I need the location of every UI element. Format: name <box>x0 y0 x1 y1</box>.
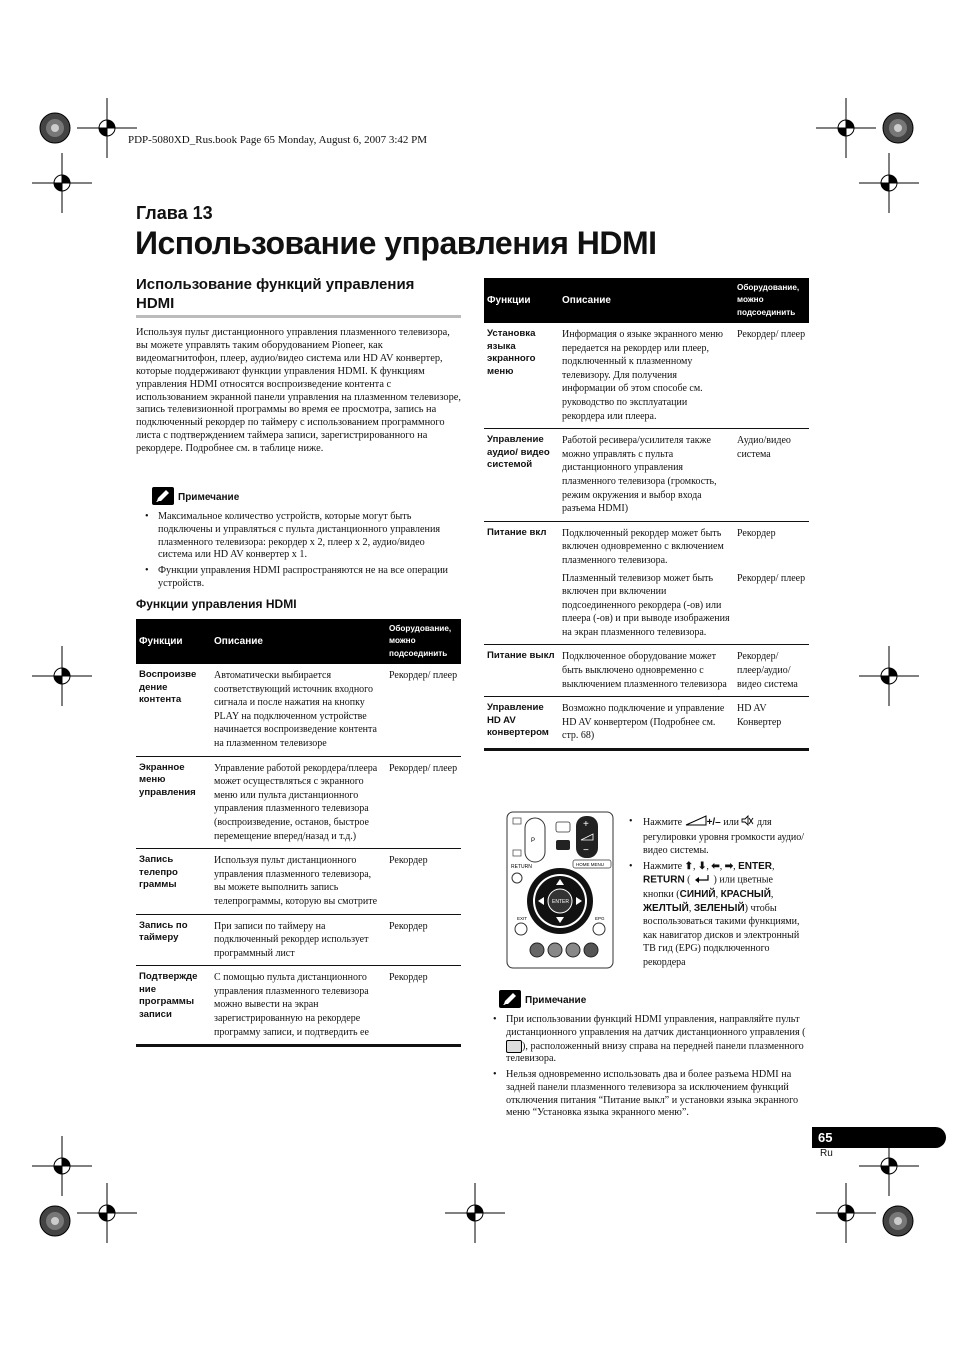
table-row <box>136 756 461 849</box>
table-row <box>136 849 461 914</box>
cell-equipment: Рекордер/ плеер <box>386 756 461 849</box>
col-header-description: Описание <box>211 619 386 664</box>
cell-description: Управление работой рекордера/плеера может осуществляться с экранного меню или пульта дистанционного управления плазменного телевизора (воспроизведение, останов, быстрое перемещение вперед/назад и т.д.) <box>211 756 386 849</box>
table-row <box>136 664 461 756</box>
svg-text:+: + <box>583 819 589 830</box>
arrow-down-icon: ⬇ <box>697 860 707 872</box>
cell-function: Подтвержде ние программы записи <box>136 966 211 1046</box>
cell-function: Питание вкл <box>484 521 559 645</box>
cell-description: При записи по таймеру на подключенный рекордер использует программный лист <box>211 914 386 966</box>
col-header-functions: Функции <box>484 278 559 323</box>
note-item: • Нельзя одновременно использовать два и более разъема HDMI на задней панели плазменного телевизора за исключением функций отключения питания “Питание выкл” и установки языка экранного меню “Установка языка экранного меню”. <box>484 1069 810 1120</box>
remote-bullets <box>629 815 805 970</box>
cell-function: Воспроизве дение контента <box>136 664 211 756</box>
note-pencil-icon <box>152 487 174 505</box>
color-green-label: ЗЕЛЕНЫЙ <box>693 902 745 914</box>
remote-p-label: P <box>531 838 536 844</box>
bullet-text: Нажмите <box>643 860 685 872</box>
remote-bullet-volume: • Нажмите +/– или для регулировки уровня громкости аудио/видео системы. <box>629 816 805 857</box>
cell-equipment: Рекордер <box>737 527 776 539</box>
arrow-left-icon: ⬅ <box>711 860 720 872</box>
cell-equipment: Рекордер <box>386 966 461 1046</box>
note-item-text: ), расположенный внизу справа на передней панели плазменного телевизора. <box>506 1040 804 1065</box>
bullet-text: ) чтобы воспользоваться такими функциями, как навигатор дисков и электронный ТВ гид (EPG) подключенного рекордера <box>643 902 800 968</box>
col-header-description: Описание <box>559 278 734 323</box>
remote-return-label: RETURN <box>511 864 532 870</box>
note-item: • Функции управления HDMI распространяются не на все операции устройств. <box>136 565 460 591</box>
bullet-text: или цветные кнопки ( <box>643 874 773 900</box>
remote-exit-label: EXIT <box>517 916 528 921</box>
cell-function: Экранное меню управления <box>136 756 211 849</box>
col-header-equipment: Оборудование, можно подсоединить <box>734 278 809 323</box>
chapter-label: Глава 13 <box>136 203 213 223</box>
cell-function: Управление аудио/ видео системой <box>484 429 559 522</box>
page-title: Использование управления HDMI <box>135 225 657 261</box>
note-item-text: При использовании функций HDMI управления, направляйте пульт дистанционного управления на датчик дистанционного управления ( <box>506 1014 806 1038</box>
cell-equipment: Рекордер/ плеер <box>734 570 809 645</box>
table-header-row <box>136 619 461 664</box>
cell-function: Запись телепро граммы <box>136 849 211 914</box>
remote-sensor-icon <box>506 1040 522 1053</box>
color-yellow-label: ЖЕЛТЫЙ <box>643 902 689 914</box>
table-row <box>136 914 461 966</box>
bullet-text: RETURN <box>643 874 685 886</box>
mute-icon <box>741 815 754 831</box>
section-rule <box>136 315 461 318</box>
remote-control-illustration <box>503 810 617 970</box>
cell-equipment: Рекордер/ плеер <box>734 323 809 429</box>
remote-epg-label: EPG <box>595 916 605 921</box>
bullet-text: для регулировки уровня громкости аудио/видео системы. <box>643 817 805 857</box>
cell-description: Работой ресивера/усилителя также можно управлять с пульта дистанционного управления плазменного телевизора (громкость, режим окружения и выбор входа разъема HDMI) <box>559 429 734 522</box>
note-item: • Максимальное количество устройств, которые могут быть подключены и управляться с пульта дистанционного управления плазменного телевизора: рекордер x 2, плеер x 2, аудио/видео система или HD AV конвертер x 1. <box>136 511 460 562</box>
remote-enter-label: ENTER <box>552 899 569 905</box>
hdmi-functions-table-2 <box>484 278 809 751</box>
cell-description: Подключенный рекордер может быть включен одновременно с включением плазменного телевизора. <box>562 527 724 566</box>
hdmi-functions-table-1 <box>136 619 461 1047</box>
table-row <box>484 521 809 569</box>
cell-description: Используя пульт дистанционного управления плазменного телевизора, вы можете выполнить запись телепрограммы, которую вы смотрите <box>211 849 386 914</box>
table-row <box>484 429 809 522</box>
cell-equipment: Рекордер <box>386 914 461 966</box>
table-subheading: Функции управления HDMI <box>136 597 297 611</box>
page-language: Ru <box>820 1148 833 1159</box>
note-list <box>484 1014 810 1123</box>
cell-function: Управление HD AV конвертером <box>484 697 559 750</box>
cell-equipment: HD AV Конвертер <box>734 697 809 750</box>
table-row <box>484 697 809 750</box>
bullet-text: Нажмите <box>643 817 685 829</box>
section-heading: Использование функций управления HDMI <box>136 276 415 312</box>
note-item <box>484 1014 810 1066</box>
page-number-badge <box>812 1127 946 1148</box>
cell-description: Возможно подключение и управление HD AV конвертером (Подробнее см. стр. 68) <box>559 697 734 750</box>
note-heading: Примечание <box>525 995 587 1006</box>
table-row <box>136 966 461 1046</box>
cell-equipment: Рекордер/ плеер/аудио/ видео система <box>734 645 809 697</box>
bullet-text: ENTER <box>738 860 773 872</box>
cell-description: Подключенное оборудование может быть выключено одновременно с выключением плазменного телевизора <box>559 645 734 697</box>
note-pencil-icon <box>499 990 521 1008</box>
cell-description: Автоматически выбирается соответствующий источник входного сигнала и после нажатия на кнопку PLAY на подключенном устройстве начинается воспроизведение контента на плазменном телевизоре <box>211 664 386 756</box>
remote-homemenu-label: HOME MENU <box>576 862 604 867</box>
bullet-text: +/– <box>706 817 721 829</box>
remote-bullet-navigation: • Нажмите ⬆, ⬇, ⬅, ➡, ENTER, RETURN ( ) или цветные кнопки (СИНИЙ, КРАСНЫЙ, ЖЕЛТЫЙ, ЗЕЛЕНЫЙ) чтобы воспользоваться такими функциями, как навигатор дисков и электронный ТВ гид (EPG) подключенного рекордера <box>629 860 800 968</box>
cell-description: Информация о языке экранного меню передается на рекордер или плеер, подключенный к плазменному телевизору. Для получения информации об этом способе см. руководство по эксплуатации рекордера или плеера. <box>559 323 734 429</box>
cell-equipment: Рекордер/ плеер <box>386 664 461 756</box>
col-header-functions: Функции <box>136 619 211 664</box>
arrow-right-icon: ➡ <box>724 860 734 872</box>
page-number: 65 <box>818 1130 833 1145</box>
cell-function: Питание выкл <box>484 645 559 697</box>
cell-description: С помощью пульта дистанционного управления плазменного телевизора можно вывести на экран зарегистрированную на рекордере программу записи, и подтвердить ее <box>211 966 386 1046</box>
cell-equipment: Аудио/видео система <box>734 429 809 522</box>
cell-equipment: Рекордер <box>386 849 461 914</box>
cell-function: Запись по таймеру <box>136 914 211 966</box>
arrow-up-icon: ⬆ <box>684 860 693 872</box>
return-icon <box>693 873 711 888</box>
cell-function: Установка языка экранного меню <box>484 323 559 429</box>
table-row <box>484 645 809 697</box>
volume-icon <box>685 815 707 831</box>
svg-text:−: − <box>583 845 589 856</box>
table-header-row <box>484 278 809 323</box>
note-heading: Примечание <box>178 492 240 503</box>
bullet-text: или <box>720 817 742 829</box>
col-header-equipment: Оборудование, можно подсоединить <box>386 619 461 664</box>
table-row <box>484 323 809 429</box>
color-red-label: КРАСНЫЙ <box>720 888 771 900</box>
cell-description: Плазменный телевизор может быть включен при включении подсоединенного рекордера (-ов) или плеера (-ов) и при выводе изображения на экран плазменного телевизора. <box>559 570 734 645</box>
note-list <box>136 511 460 594</box>
intro-paragraph: Используя пульт дистанционного управления плазменного телевизора, вы можете управлять таким оборудованием Pioneer, как видеомагнитофон, плеер, аудио/видео система или HD AV конвертер, которые поддерживают функции управления HDMI. К функциям управления HDMI относятся воспроизведение контента с использованием экранной панели управления на плазменном телевизоре, запись телевизионной программы во время ее просмотра, запись на подключенный рекордер по таймеру с использованием программного листа с подтверждением таймера записи, зарегистрированного на рекордере. Подробнее см. в таблице ниже. <box>136 327 461 455</box>
book-header: PDP-5080XD_Rus.book Page 65 Monday, August 6, 2007 3:42 PM <box>128 134 428 146</box>
color-blue-label: СИНИЙ <box>679 888 716 900</box>
